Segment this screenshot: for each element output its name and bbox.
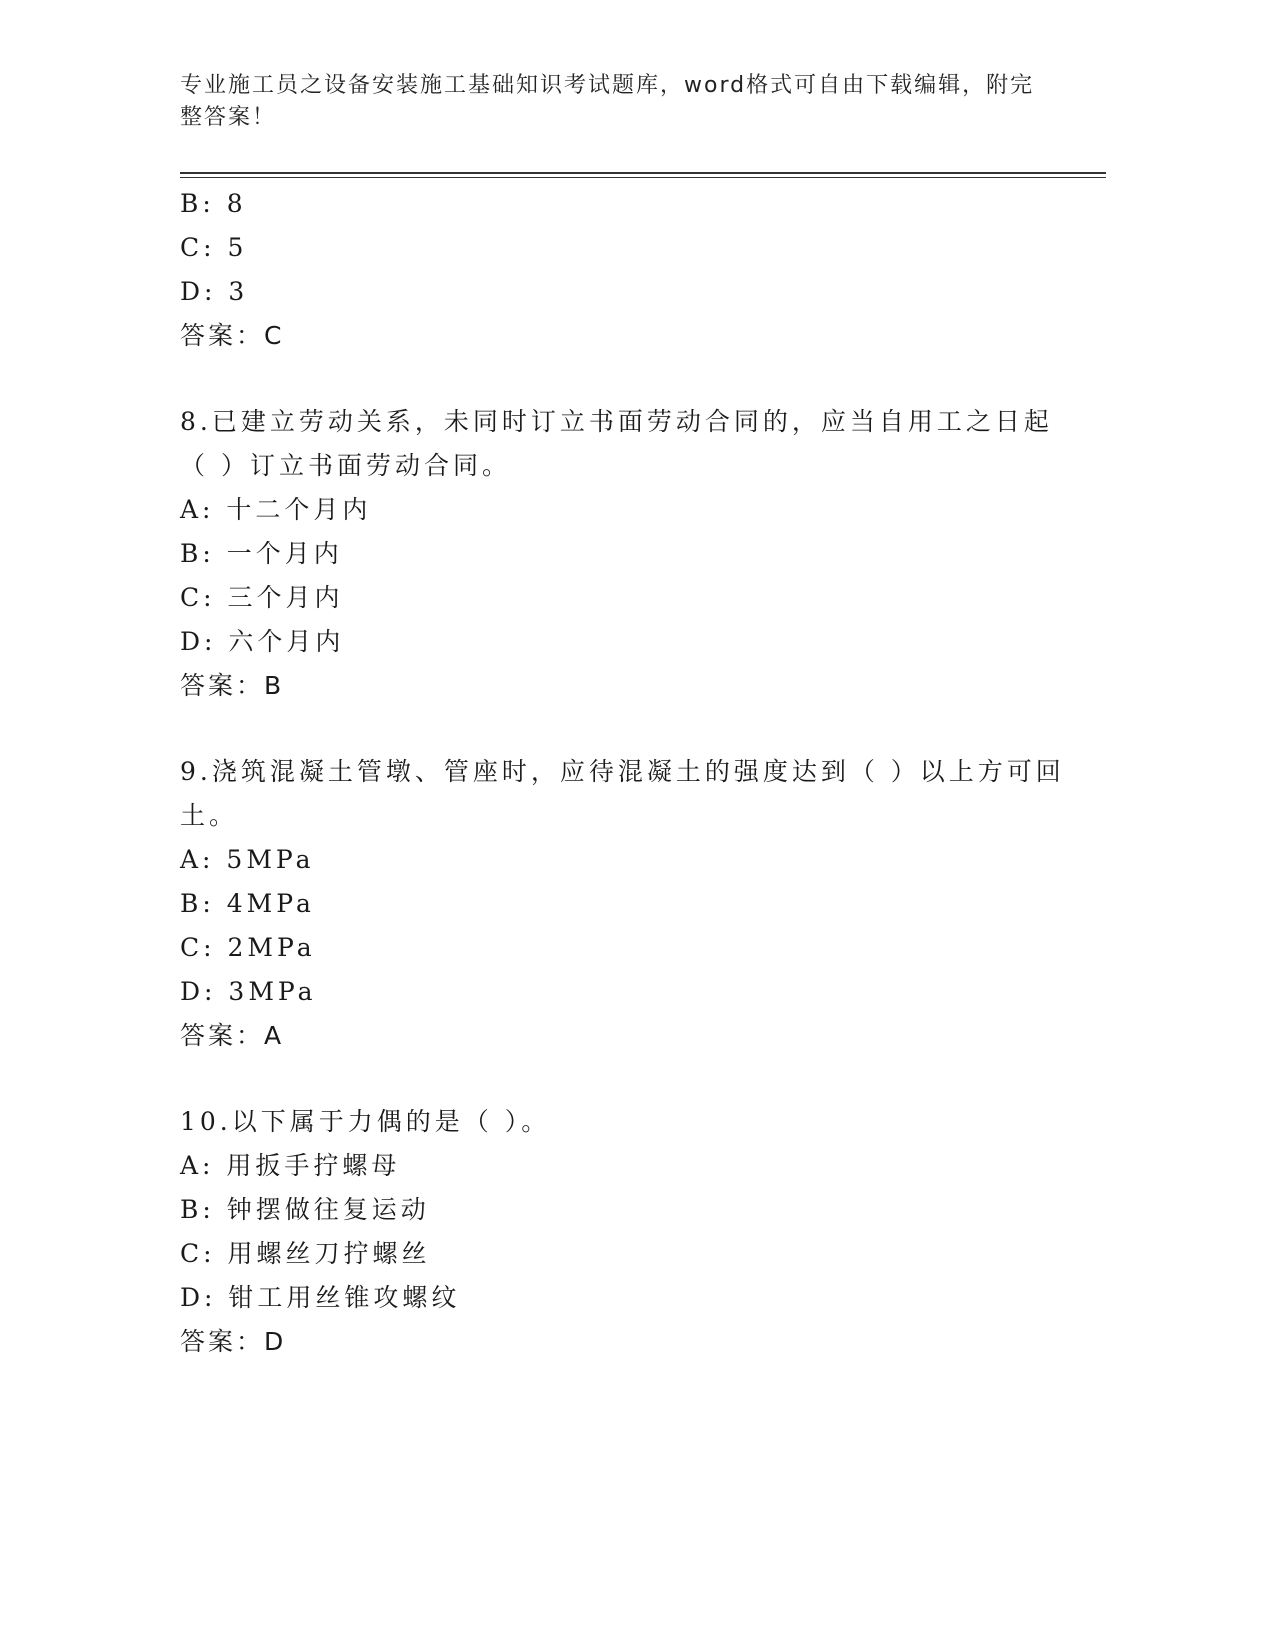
option-c: C: 用螺丝刀拧螺丝 [180, 1239, 431, 1268]
question-10-block [180, 1100, 1060, 1364]
question-8-block [180, 400, 1060, 708]
question-text-line-2: （ ）订立书面劳动合同。 [180, 451, 511, 480]
question-text-line-1: 8.已建立劳动关系，未同时订立书面劳动合同的，应当自用工之日起 [180, 407, 1053, 436]
option-c: C: 三个月内 [180, 583, 344, 612]
question-7-block [180, 182, 1060, 358]
header-rule-thin [180, 177, 1106, 178]
question-content [180, 182, 1065, 1364]
option-b: B: 钟摆做往复运动 [180, 1195, 430, 1224]
option-a: A: 5MPa [180, 845, 315, 874]
option-b: B: 4MPa [180, 889, 315, 918]
question-9-block [180, 750, 1065, 1058]
header-line-2: 整答案！ [180, 105, 277, 130]
option-b: B: 一个月内 [180, 539, 343, 568]
option-b: B: 8 [180, 189, 247, 218]
spacer [180, 708, 1060, 750]
header-rule-thick [180, 172, 1106, 174]
option-d: D: 3 [180, 277, 249, 306]
question-text-line-2: 土。 [180, 801, 239, 830]
option-a: A: 十二个月内 [180, 495, 372, 524]
spacer [180, 358, 1060, 400]
option-c: C: 5 [180, 233, 248, 262]
option-d: D: 钳工用丝锥攻螺纹 [180, 1283, 461, 1312]
option-c: C: 2MPa [180, 933, 316, 962]
document-header [180, 70, 1040, 134]
answer-line: 答案：A [180, 1021, 285, 1050]
spacer [180, 1058, 1060, 1100]
answer-line: 答案：C [180, 321, 285, 350]
question-text-line-1: 10.以下属于力偶的是（ ）。 [180, 1107, 551, 1136]
answer-line: 答案：B [180, 671, 285, 700]
answer-line: 答案：D [180, 1327, 287, 1356]
question-text-line-1: 9.浇筑混凝土管墩、管座时，应待混凝土的强度达到（ ）以上方可回 [180, 757, 1065, 786]
option-a: A: 用扳手拧螺母 [180, 1151, 401, 1180]
header-line-1: 专业施工员之设备安装施工基础知识考试题库，word格式可自由下载编辑，附完 [180, 73, 1035, 98]
option-d: D: 六个月内 [180, 627, 345, 656]
option-d: D: 3MPa [180, 977, 317, 1006]
